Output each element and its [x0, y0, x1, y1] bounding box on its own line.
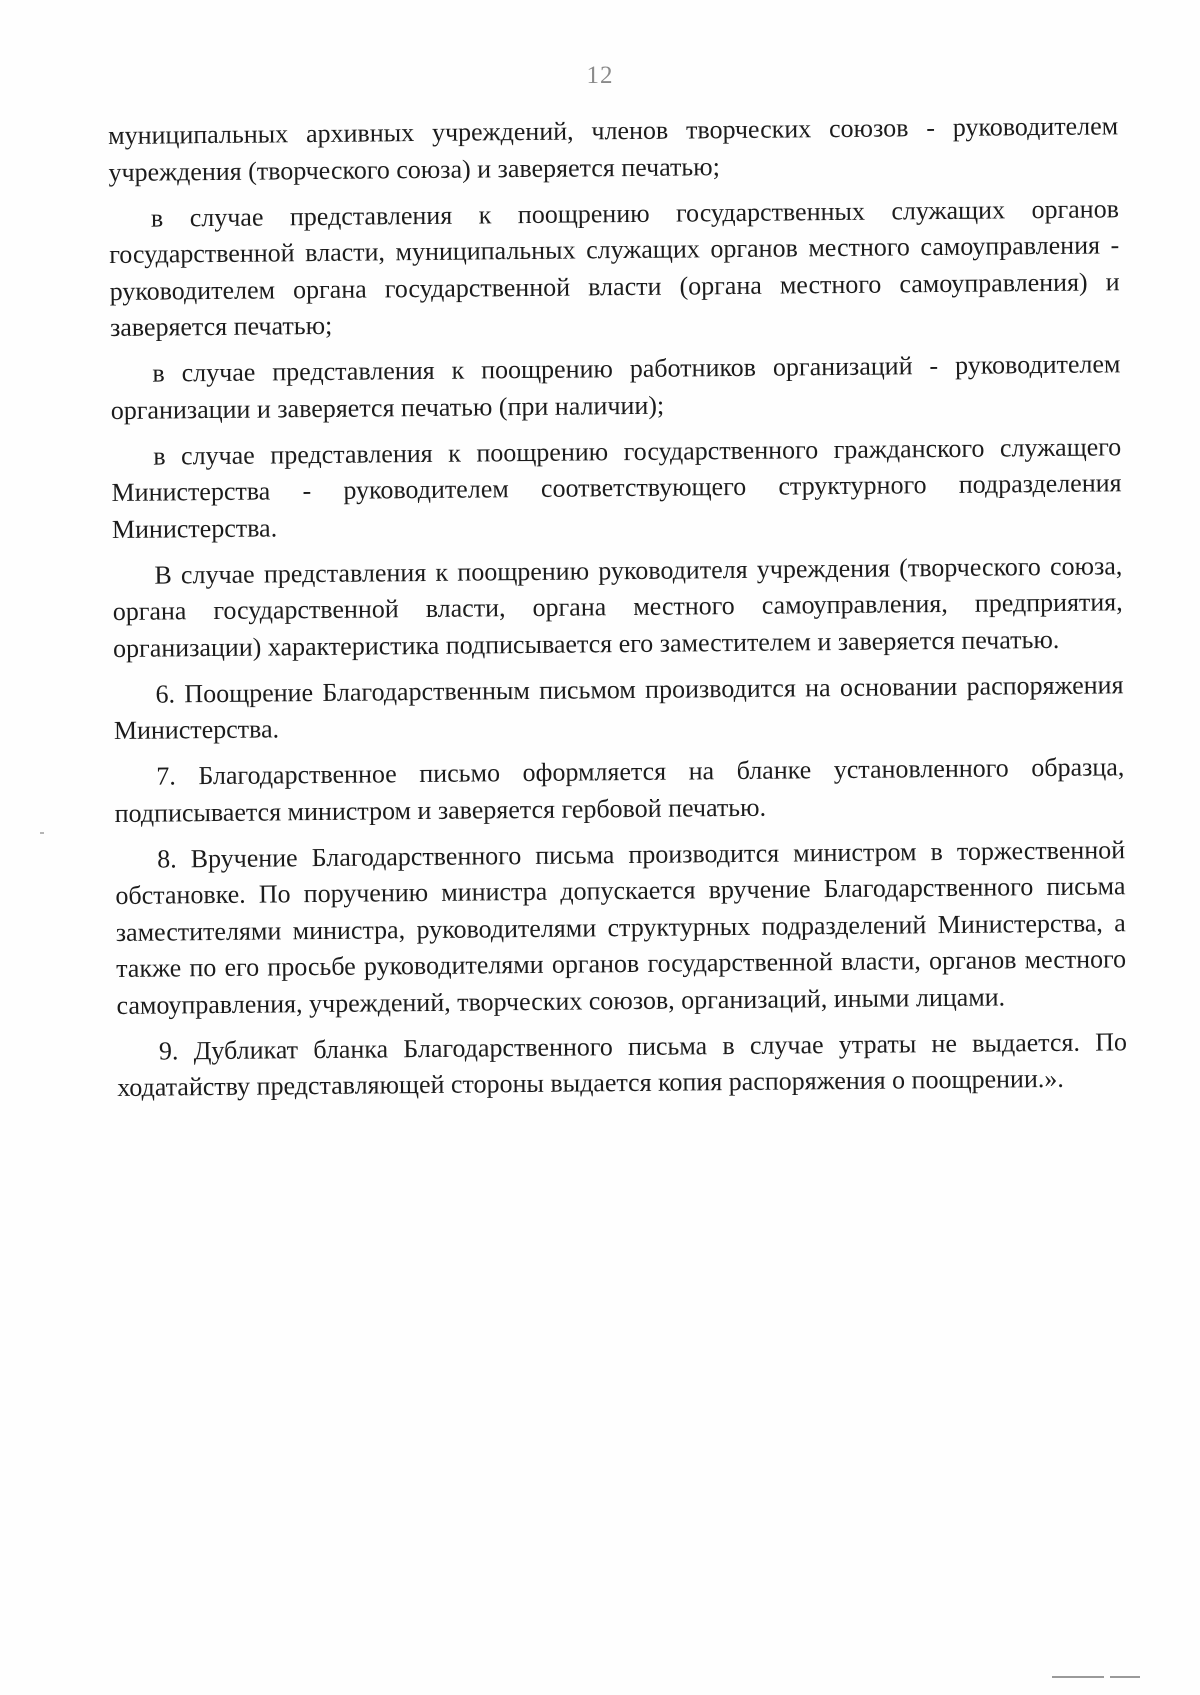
scan-artifact — [40, 832, 44, 834]
page-number: 12 — [586, 62, 614, 89]
scan-edge-mark — [1052, 1676, 1104, 1678]
paragraph-organization-workers: в случае представления к поощрению работников организаций - руководителем организации и заверяется печатью (при наличии); — [110, 349, 1121, 425]
paragraph-ministry-servant: в случае представления к поощрению государственного гражданского служащего Министерства - руководителем соответствующего структурного подразделения Министерства. — [111, 431, 1122, 544]
paragraph-item-6: 6. Поощрение Благодарственным письмом производится на основании распоряжения Министерства. — [113, 669, 1124, 745]
paragraph-civil-servants: в случае представления к поощрению государственных служащих органов государственной власти, муниципальных служащих органов местного самоуправления - руководителем органа государственной власти (органа местного самоуправления) и заверяется печатью; — [109, 193, 1120, 342]
paragraph-item-9: 9. Дубликат бланка Благодарственного письма в случае утраты не выдается. По ходатайству представляющей стороны выдается копия распоряжения о поощрении.». — [117, 1026, 1128, 1102]
paragraph-item-8: 8. Вручение Благодарственного письма производится министром в торжественной обстановке. По поручению министра допускается вручение Благодарственного письма заместителями министра, руководителями структурных подразделений Министерства, а также по его просьбе руководителями органов государственной власти, органов местного самоуправления, учреждений, творческих союзов, организаций, иными лицами. — [115, 834, 1127, 1020]
document-body — [108, 108, 1128, 1116]
paragraph-continuation: муниципальных архивных учреждений, членов творческих союзов - руководителем учреждения (творческого союза) и заверяется печатью; — [108, 111, 1119, 187]
paragraph-item-7: 7. Благодарственное письмо оформляется на бланке установленного образца, подписывается министром и заверяется гербовой печатью. — [114, 752, 1125, 828]
paragraph-head-of-institution: В случае представления к поощрению руководителя учреждения (творческого союза, органа государственной власти, органа местного самоуправления, предприятия, организации) характеристика подписывается его заместителем и заверяется печатью. — [112, 550, 1123, 663]
scan-edge-mark — [1110, 1676, 1140, 1678]
